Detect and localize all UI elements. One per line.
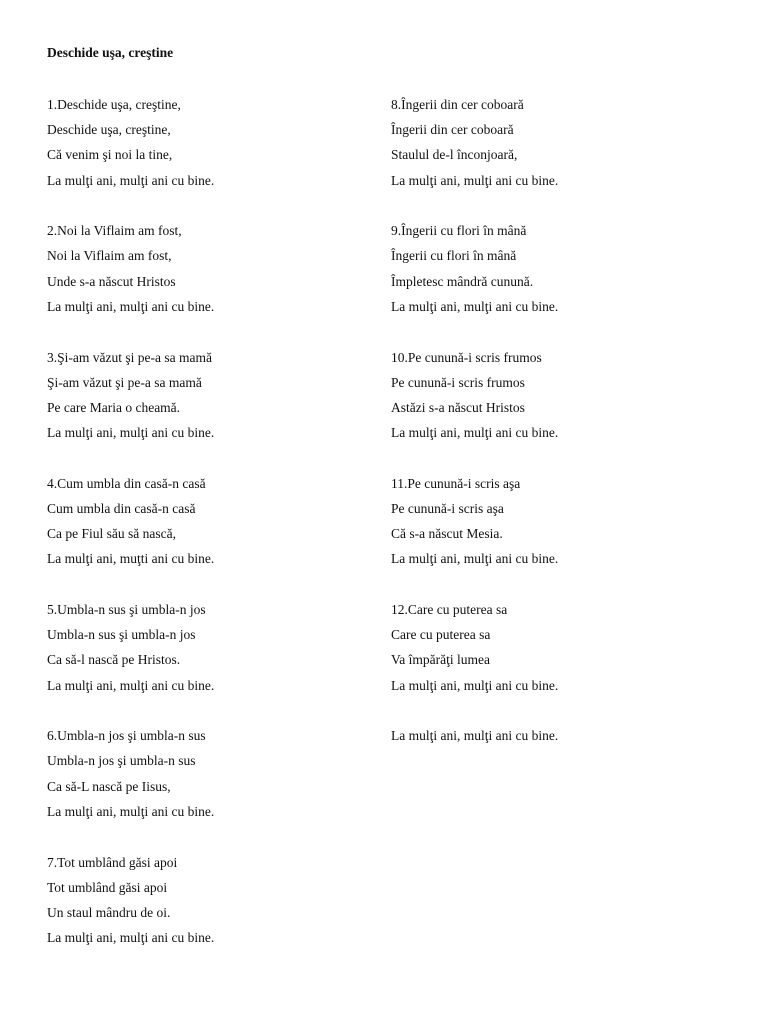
verse-line: La mulţi ani, mulţi ani cu bine. xyxy=(391,677,559,693)
verse-line: Astăzi s-a născut Hristos xyxy=(391,399,525,415)
stanza xyxy=(47,218,377,319)
verse-line: Că venim şi noi la tine, xyxy=(47,147,173,163)
stanza xyxy=(47,850,377,951)
verse-line: La mulţi ani, mulţi ani cu bine. xyxy=(47,425,215,441)
verse-line: La mulţi ani, mulţi ani cu bine. xyxy=(391,298,559,314)
stanza-heading-line: 11.Pe cunună-i scris aşa xyxy=(391,475,521,491)
stanza-heading-line: 3.Şi-am văzut şi pe-a sa mamă xyxy=(47,349,212,365)
verse-line: Umbla-n sus şi umbla-n jos xyxy=(47,627,196,643)
verse-line: Noi la Viflaim am fost, xyxy=(47,248,172,264)
stanza-heading-line: 1.Deschide uşa, creştine, xyxy=(47,97,181,112)
stanza xyxy=(47,92,377,193)
document-title: Deschide uşa, creştine xyxy=(47,45,174,60)
verse-line: Va împărăţi lumea xyxy=(391,652,490,668)
verse-line: La mulţi ani, mulţi ani cu bine. xyxy=(47,930,215,946)
left-column xyxy=(47,92,377,976)
stanza-heading-line: 5.Umbla-n sus şi umbla-n jos xyxy=(47,602,206,617)
stanza xyxy=(391,597,721,698)
stanza-heading-line: La mulţi ani, mulţi ani cu bine. xyxy=(391,728,559,744)
verse-line: La mulţi ani, mulţi ani cu bine. xyxy=(391,172,559,188)
stanza xyxy=(391,218,721,319)
stanza xyxy=(391,345,721,446)
stanza-heading-line: 7.Tot umblând găsi apoi xyxy=(47,854,178,870)
verse-line: Pe cunună-i scris frumos xyxy=(391,374,525,390)
stanza xyxy=(47,723,377,824)
verse-line: Ca să-l nască pe Hristos. xyxy=(47,652,181,668)
stanza xyxy=(47,597,377,698)
verse-line: Un staul mândru de oi. xyxy=(47,904,171,920)
verse-line: Deschide uşa, creştine, xyxy=(47,122,171,138)
verse-line: Şi-am văzut şi pe-a sa mamă xyxy=(47,374,202,390)
stanza-heading-line: 10.Pe cunună-i scris frumos xyxy=(391,349,542,365)
stanza xyxy=(47,345,377,446)
stanza-heading-line: 2.Noi la Viflaim am fost, xyxy=(47,223,182,239)
stanza xyxy=(391,92,721,193)
stanza-heading-line: 12.Care cu puterea sa xyxy=(391,602,508,617)
verse-line: La mulţi ani, mulţi ani cu bine. xyxy=(47,172,215,188)
verse-line: La mulţi ani, mulţi ani cu bine. xyxy=(47,298,215,314)
verse-line: Cum umbla din casă-n casă xyxy=(47,500,196,516)
right-column xyxy=(391,92,721,774)
verse-line: Îngerii din cer coboară xyxy=(391,122,514,138)
stanza xyxy=(391,471,721,572)
verse-line: Împletesc mândră cunună. xyxy=(391,273,534,289)
verse-line: La mulţi ani, mulţi ani cu bine. xyxy=(391,425,559,441)
verse-line: La mulţi ani, muţti ani cu bine. xyxy=(47,551,215,567)
verse-line: La mulţi ani, mulţi ani cu bine. xyxy=(47,803,215,819)
verse-line: Umbla-n jos şi umbla-n sus xyxy=(47,753,196,769)
stanza-heading-line: 9.Îngerii cu flori în mână xyxy=(391,223,527,239)
verse-line: Care cu puterea sa xyxy=(391,627,491,643)
verse-line: Îngerii cu flori în mână xyxy=(391,248,517,264)
verse-line: Pe cunună-i scris aşa xyxy=(391,500,504,516)
stanza-heading-line: 6.Umbla-n jos şi umbla-n sus xyxy=(47,728,206,744)
verse-line: Ca să-L nască pe Iisus, xyxy=(47,778,171,794)
verse-line: La mulţi ani, mulţi ani cu bine. xyxy=(391,551,559,567)
verse-line: La mulţi ani, mulţi ani cu bine. xyxy=(47,677,215,693)
stanza-heading-line: 4.Cum umbla din casă-n casă xyxy=(47,475,206,491)
verse-line: Tot umblând găsi apoi xyxy=(47,879,168,895)
verse-line: Unde s-a născut Hristos xyxy=(47,273,176,289)
stanza xyxy=(47,471,377,572)
verse-line: Staulul de-l înconjoară, xyxy=(391,147,518,163)
stanza xyxy=(391,723,721,748)
verse-line: Ca pe Fiul său să nască, xyxy=(47,526,176,542)
verse-line: Pe care Maria o cheamă. xyxy=(47,399,181,415)
stanza-heading-line: 8.Îngerii din cer coboară xyxy=(391,97,524,112)
verse-line: Că s-a născut Mesia. xyxy=(391,526,503,542)
